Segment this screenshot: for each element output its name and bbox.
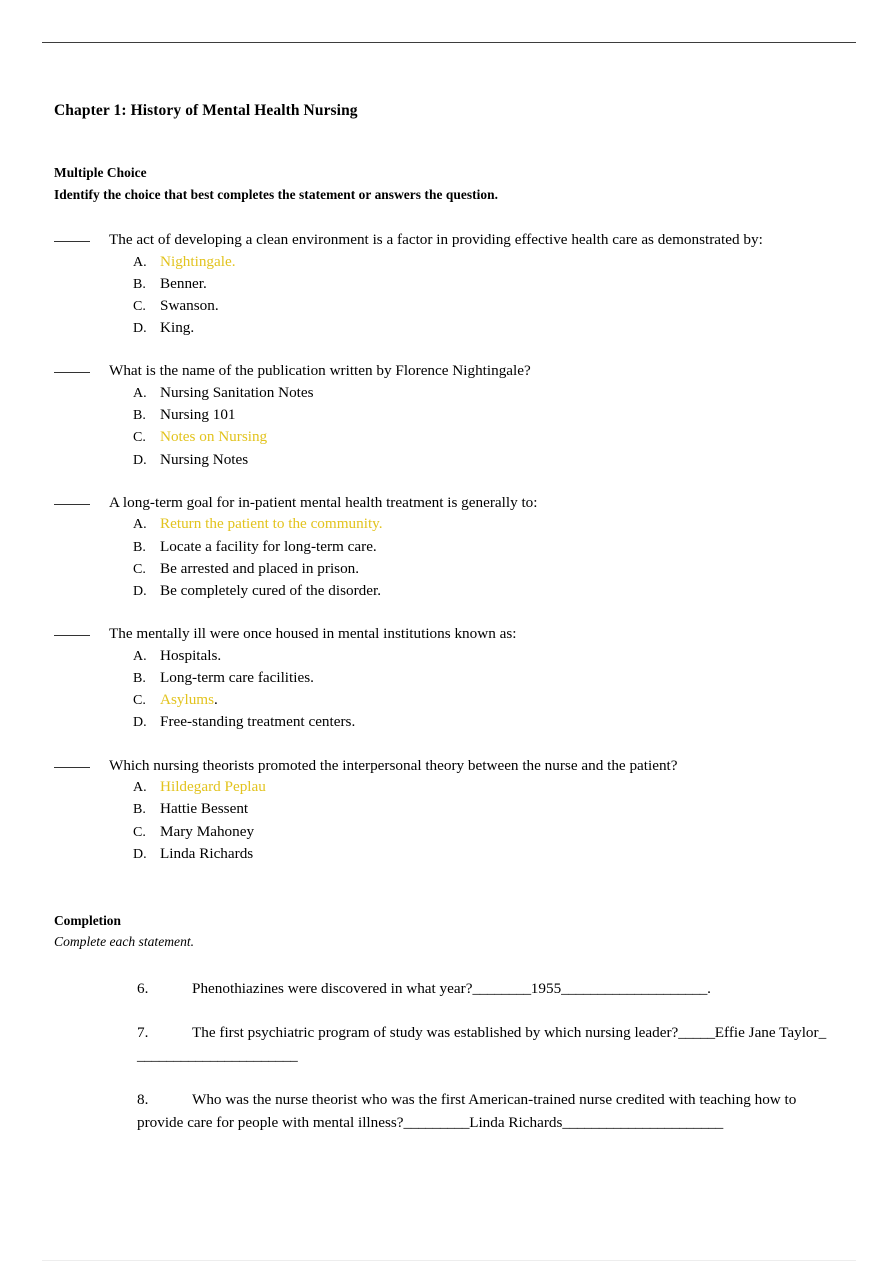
question-text-row [54,623,844,645]
option-letter: C. [133,299,146,314]
question-text-row [54,229,844,251]
question-block [54,755,844,865]
option-letter: D. [133,321,147,337]
option-letter: C. [133,693,146,709]
option-text: Free-standing treatment centers. [160,713,356,731]
option-text: Long-term care facilities. [160,669,314,687]
header-rule [42,42,856,43]
completion-question-number: 7. [137,1024,149,1042]
question-number [54,492,109,514]
answer-option[interactable] [54,513,844,535]
completion-question-prompt: Who was the nurse theorist who was the first American-trained nurse credited with teaching how to provide care for people with mental illness? [137,1091,797,1131]
option-text-correct: Hildegard Peplau [160,778,266,796]
completion-instruction: Complete each statement. [54,934,195,950]
completion-trailing-punctuation: . [707,980,711,998]
option-letter: A. [133,648,147,664]
question-text-row [54,360,844,382]
answer-option[interactable] [54,776,844,798]
question-text: The act of developing a clean environment is a factor in providing effective health care as demonstrated by: [109,231,763,248]
option-text: Nursing Sanitation Notes [160,384,314,401]
completion-answer: Linda Richards [469,1113,563,1131]
completion-question-block [54,1022,844,1067]
completion-label: Completion [54,913,121,929]
completion-blank-after[interactable]: ______________________ [562,1113,723,1131]
completion-question-number: 6. [137,980,149,998]
completion-blank-after[interactable]: ______________________ [137,1046,298,1064]
footer-rule [42,1260,856,1261]
option-text: Linda Richards [160,844,254,862]
option-letter: B. [133,276,146,292]
option-letter: D. [133,715,147,731]
option-letter: C. [133,824,146,840]
option-letter: C. [133,561,146,577]
completion-section-header [54,910,844,952]
question-text: A long-term goal for in-patient mental health treatment is generally to: [109,493,538,511]
answer-option[interactable] [54,382,844,404]
completion-blank-before[interactable]: _____ [678,1024,715,1042]
answer-blank-line[interactable] [54,504,90,505]
option-letter: D. [133,584,147,600]
answer-option[interactable] [54,843,844,865]
question-block [54,623,844,733]
option-letter: A. [133,517,147,533]
multiple-choice-section-header [54,162,844,205]
option-text-correct: Nightingale. [160,252,236,270]
completion-question-list [54,978,844,1134]
answer-option[interactable] [54,821,844,843]
option-letter: D. [133,452,147,468]
option-text: Swanson. [160,297,219,314]
option-letter: A. [133,780,147,796]
option-letter: B. [133,539,146,555]
answer-option[interactable] [54,689,844,711]
option-text: King. [160,319,195,337]
question-block [54,229,844,339]
question-text: The mentally ill were once housed in mental institutions known as: [109,625,517,643]
multiple-choice-instruction: Identify the choice that best completes the statement or answers the question. [54,186,498,202]
completion-blank-before[interactable]: ________ [472,980,531,998]
option-text: Mary Mahoney [160,822,255,840]
answer-option[interactable] [54,404,844,426]
completion-answer: Effie Jane Taylor_ [714,1024,827,1042]
answer-option[interactable] [54,295,844,317]
answer-option[interactable] [54,251,844,273]
option-text: Hospitals. [160,646,222,664]
answer-blank-line[interactable] [54,767,90,768]
multiple-choice-label: Multiple Choice [54,165,147,180]
question-block [54,360,844,470]
question-text-row [54,755,844,777]
answer-blank-line[interactable] [54,241,90,242]
answer-option[interactable] [54,558,844,580]
question-text-row [54,492,844,514]
answer-blank-line[interactable] [54,635,90,636]
answer-option[interactable] [54,536,844,558]
option-text: Nursing Notes [160,450,249,468]
question-text: What is the name of the publication written by Florence Nightingale? [109,362,531,380]
option-text-suffix: . [214,691,218,709]
completion-answer: 1955 [530,980,562,998]
option-letter: A. [133,254,147,270]
option-letter: B. [133,671,146,687]
option-text: Benner. [160,274,207,292]
completion-question-number: 8. [137,1091,149,1109]
question-number [54,229,109,251]
option-letter: A. [133,386,147,401]
answer-option[interactable] [54,426,844,448]
answer-blank-line[interactable] [54,372,90,373]
completion-question-block [54,1089,844,1134]
question-number [54,360,109,382]
completion-blank-before[interactable]: _________ [403,1113,470,1131]
answer-option[interactable] [54,273,844,295]
document-content [54,100,844,1156]
completion-question-prompt: Phenothiazines were discovered in what year? [192,980,473,998]
option-text-correct: Notes on Nursing [160,428,268,446]
completion-question-block [54,978,844,1000]
completion-question-prompt: The first psychiatric program of study was established by which nursing leader? [192,1024,679,1042]
answer-option[interactable] [54,645,844,667]
answer-option[interactable] [54,667,844,689]
option-text: Be arrested and placed in prison. [160,559,360,577]
completion-blank-after[interactable]: ____________________ [561,980,708,998]
multiple-choice-question-list [54,229,844,865]
answer-option[interactable] [54,580,844,602]
option-text: Nursing 101 [160,406,236,424]
option-letter: B. [133,802,146,818]
answer-option[interactable] [54,317,844,339]
option-letter: D. [133,846,147,862]
option-text: Hattie Bessent [160,800,249,818]
question-block [54,492,844,602]
option-text-correct: Return the patient to the community. [160,515,383,533]
question-number [54,623,109,645]
question-number [54,755,109,777]
answer-option[interactable] [54,798,844,820]
option-text: Locate a facility for long-term care. [160,537,377,555]
question-text: Which nursing theorists promoted the interpersonal theory between the nurse and the patient? [109,756,678,774]
option-letter: B. [133,408,146,424]
option-text: Be completely cured of the disorder. [160,582,381,600]
answer-option[interactable] [54,711,844,733]
page-title: Chapter 1: History of Mental Health Nursing [54,102,358,119]
answer-option[interactable] [54,449,844,471]
option-letter: C. [133,430,146,446]
option-text-correct: Asylums [160,691,215,709]
